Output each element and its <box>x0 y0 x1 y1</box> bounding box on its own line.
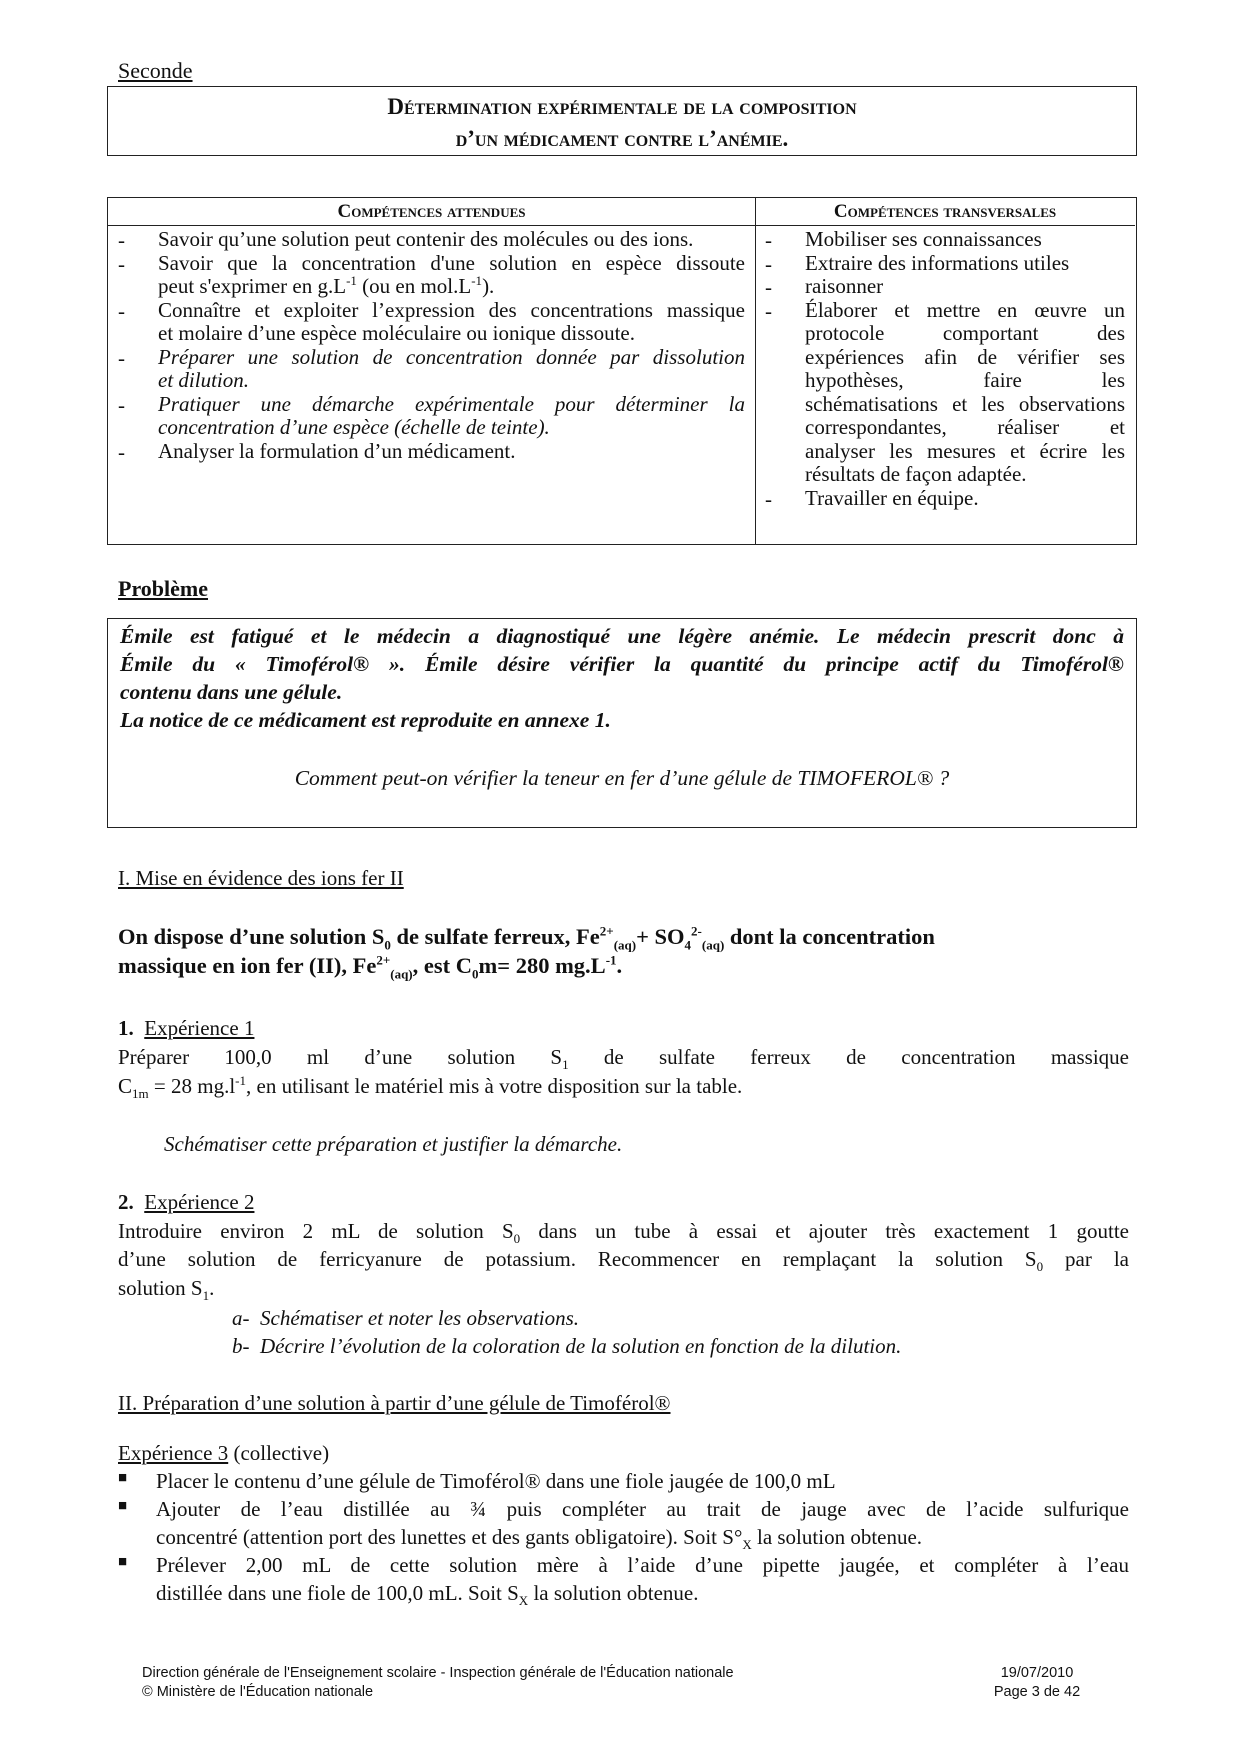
exp1-number: 1. <box>118 1016 134 1040</box>
list-item-line: Extraire des informations utiles <box>805 250 1070 275</box>
bullet-2-line-1: Ajouter de l’eau distillée au ¾ puis compléter au trait de jauge avec de l’acide sulfurique <box>156 1497 1129 1521</box>
bullet-3-line-1: Prélever 2,00 mL de cette solution mère à l’aide d’une pipette jaugée, et compléter à l’eau <box>156 1553 1129 1577</box>
footer-copyright: © Ministère de l'Éducation nationale <box>142 1684 374 1700</box>
exp2-number: 2. <box>118 1190 134 1214</box>
bullet-2-line-2: concentré (attention port des lunettes et des gants obligatoire). Soit $S^\circ_X$ la solution obtenue. <box>156 1525 923 1553</box>
exp1-line-1: Préparer 100,0 ml d’une solution $S_1$ de sulfate ferreux de concentration massique <box>118 1045 1129 1073</box>
list-dash: - <box>118 298 125 323</box>
intro-part-d: massique en ion fer (II), Fe <box>118 953 377 978</box>
exp1-title: Expérience 1 <box>144 1016 255 1040</box>
title-line-2: d’un médicament contre l’anémie. <box>455 126 789 151</box>
bullet-3-line-2: distillée dans une fiole de 100,0 mL. Soit $S_X$ la solution obtenue. <box>156 1581 699 1609</box>
exp2-line-1: Introduire environ 2 mL de solution $S_0$ dans un tube à essai et ajouter très exactement 1 goutte <box>118 1219 1129 1247</box>
exp1-line-2: $C_{1m} = 28$ $mg.l^{-1}$, en utilisant le matériel mis à votre disposition sur la table. <box>118 1073 743 1102</box>
exp2-line-3: solution $S_1$. <box>118 1276 215 1304</box>
list-item-line: Travailler en équipe. <box>805 485 979 510</box>
probleme-line-1: Émile est fatigué et le médecin a diagnostiqué une légère anémie. Le médecin prescrit donc à <box>120 624 1124 648</box>
exp2-line-2: d’une solution de ferricyanure de potassium. Recommencer en remplaçant la solution $S_0$ par la <box>118 1247 1129 1275</box>
header-competences-attendues: Compétences attendues <box>108 198 755 226</box>
footer-page-number: Page 3 de 42 <box>993 1684 1081 1700</box>
exp3-suffix: (collective) <box>228 1441 330 1465</box>
exp3-title: Expérience 3 <box>118 1441 229 1465</box>
exp2-item-a <box>232 1305 579 1331</box>
list-item-line: Savoir que la concentration d'une solution en espèce dissoute <box>158 250 745 275</box>
list-item <box>118 299 745 346</box>
exp2-item-b <box>232 1333 901 1359</box>
list-item <box>118 252 745 299</box>
exp2-a-text: Schématiser et noter les observations. <box>260 1306 580 1330</box>
list-item <box>118 228 745 252</box>
list-dash: - <box>765 486 772 511</box>
footer-org: Direction générale de l'Enseignement scolaire - Inspection générale de l'Éducation nationale <box>142 1665 734 1681</box>
list-item-line: et dilution. <box>158 368 249 392</box>
intro-part-a: On dispose d’une solution S <box>118 924 385 949</box>
list-item-line: expériences afin de vérifier ses <box>805 344 1125 369</box>
square-bullet-icon: ■ <box>118 1554 128 1570</box>
exp2-b-text: Décrire l’évolution de la coloration de la solution en fonction de la dilution. <box>260 1334 902 1358</box>
list-item-line: et molaire d’une espèce moléculaire ou ionique dissoute. <box>158 321 636 345</box>
list-item-line: résultats de façon adaptée. <box>805 462 1027 486</box>
list-dash: - <box>765 228 772 252</box>
list-item-line: concentration d’une espèce (échelle de teinte). <box>158 415 550 439</box>
probleme-line-4: La notice de ce médicament est reproduite en annexe 1. <box>120 708 611 732</box>
list-dash: - <box>118 392 125 417</box>
exp2-title: Expérience 2 <box>144 1190 255 1214</box>
list-item-line: peut s'exprimer en $g.L^{-1}$ (ou en $mol.L^{-1}$). <box>158 273 495 298</box>
list-item <box>765 299 1125 487</box>
list-item-line: correspondantes, réaliser et <box>805 415 1125 439</box>
list-item <box>118 393 745 440</box>
exp2-a-label: a- <box>232 1306 250 1330</box>
section-2-heading: II. Préparation d’une solution à partir d’une gélule de Timoférol® <box>118 1391 671 1415</box>
header-competences-transversales: Compétences transversales <box>755 198 1135 226</box>
title-line-1: Détermination expérimentale de la composition <box>387 94 857 119</box>
bullet-1-text: Placer le contenu d’une gélule de Timoférol® dans une fiole jaugée de 100,0 mL <box>156 1469 836 1493</box>
list-item <box>765 228 1125 252</box>
exp2-heading <box>118 1190 254 1215</box>
exp3-bullet-list <box>118 1468 1129 1609</box>
list-item <box>118 440 745 464</box>
probleme-heading: Problème <box>118 576 209 601</box>
list-dash: - <box>118 345 125 370</box>
list-item-line: Savoir qu’une solution peut contenir des molécules ou des ions. <box>158 227 694 251</box>
exp1-heading <box>118 1016 254 1041</box>
list-item <box>765 487 1125 511</box>
intro-part-f: m= 280 mg.L <box>478 953 606 978</box>
list-dash: - <box>765 251 772 276</box>
list-item-line: raisonner <box>805 274 884 298</box>
exp1-instruction: Schématiser cette préparation et justifier la démarche. <box>164 1132 623 1156</box>
probleme-line-3: contenu dans une gélule. <box>120 680 343 704</box>
list-item-line: Connaître et exploiter l’expression des concentrations massique <box>158 297 745 322</box>
list-item <box>118 1468 1129 1496</box>
exp3-heading <box>118 1441 329 1466</box>
list-item <box>765 252 1125 276</box>
list-item-line: schématisations et les observations <box>805 391 1125 416</box>
list-item-line: hypothèses, faire les <box>805 368 1125 392</box>
list-item <box>765 275 1125 299</box>
probleme-box <box>107 618 1137 828</box>
title-box <box>107 86 1137 156</box>
list-item-line: analyser les mesures et écrire les <box>805 438 1125 463</box>
list-item-line: Mobiliser ses connaissances <box>805 227 1042 251</box>
footer-date: 19/07/2010 <box>1000 1665 1074 1681</box>
section-1-intro: On dispose d’une solution $S_0$ de sulfate ferreux, $Fe^{2+}_{(aq)}+ SO_4^{2-}_{(aq)}$ dont la concentration massique en ion fer (II), $Fe^{2+}_{(aq)}$, est $C_0m= 280$ $mg.L^{-1}$. <box>118 923 935 982</box>
square-bullet-icon: ■ <box>118 1470 128 1486</box>
list-item-line: Élaborer et mettre en œuvre un <box>805 297 1125 322</box>
page-footer <box>142 1664 1102 1702</box>
section-1-heading: I. Mise en évidence des ions fer II <box>118 866 404 890</box>
competences-table <box>107 197 1137 545</box>
list-item-line: Analyser la formulation d’un médicament. <box>158 438 516 463</box>
list-dash: - <box>765 275 772 299</box>
list-dash: - <box>765 298 772 323</box>
list-dash: - <box>118 251 125 276</box>
list-item <box>118 1496 1129 1552</box>
list-dash: - <box>118 228 125 252</box>
intro-part-e: , est C <box>412 953 472 978</box>
list-item <box>118 346 745 393</box>
level-label: Seconde <box>118 58 193 83</box>
list-item-line: protocole comportant des <box>805 321 1125 345</box>
list-item-line: Préparer une solution de concentration donnée par dissolution <box>158 344 745 369</box>
probleme-line-2: Émile du « Timoférol® ». Émile désire vérifier la quantité du principe actif du Timoférol® <box>120 652 1124 676</box>
intro-part-b: de sulfate ferreux, Fe <box>390 924 600 949</box>
exp2-b-label: b- <box>232 1334 250 1358</box>
column-divider <box>755 198 756 544</box>
intro-part-c: dont la concentration <box>729 924 935 949</box>
probleme-question: Comment peut-on vérifier la teneur en fer d’une gélule de TIMOFEROL® ? <box>294 766 950 790</box>
list-item-line: Pratiquer une démarche expérimentale pour déterminer la <box>158 391 745 416</box>
square-bullet-icon: ■ <box>118 1498 128 1514</box>
list-dash: - <box>118 439 125 464</box>
list-item <box>118 1552 1129 1608</box>
